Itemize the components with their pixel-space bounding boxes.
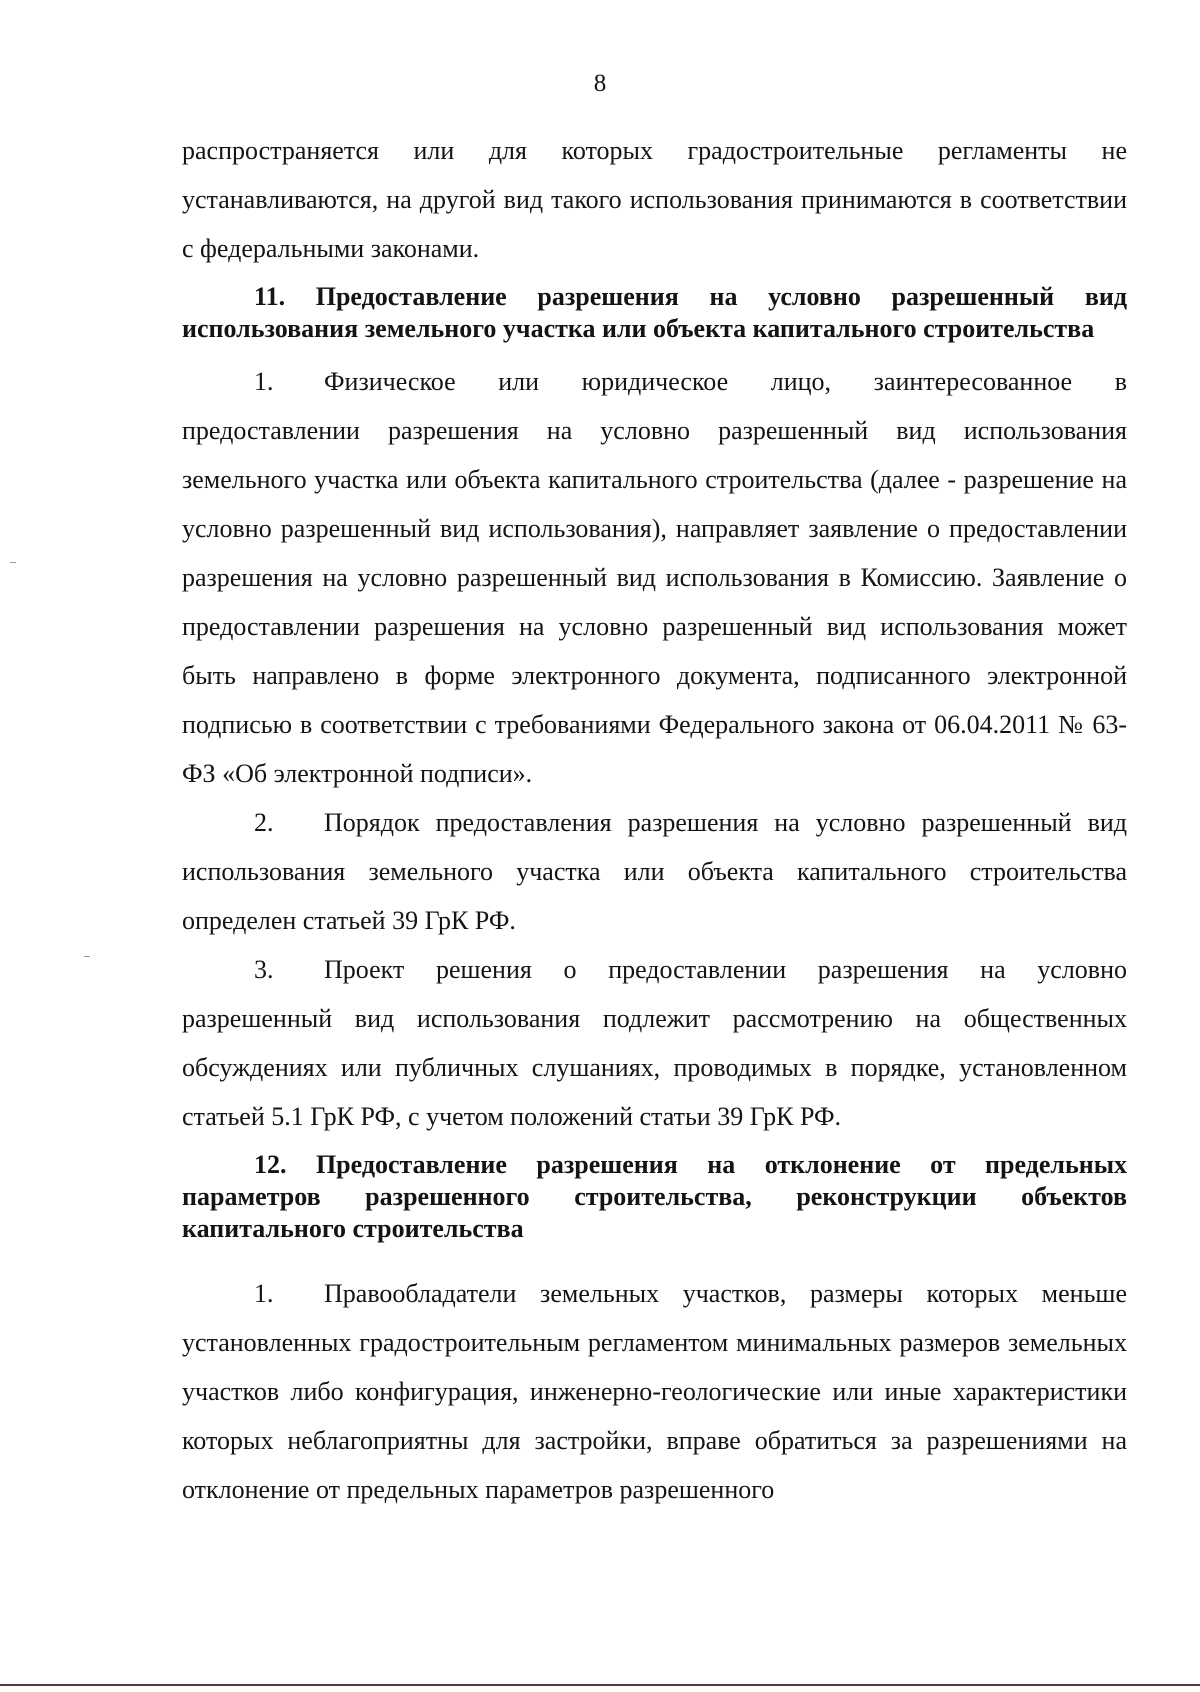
document-body [182,126,1127,1514]
section-11-item-1 [182,357,1127,798]
item-number: 2. [254,808,274,837]
section-11-item-2 [182,798,1127,945]
item-text: Проект решения о предоставлении разрешения на условно разрешенный вид использования подлежит рассмотрению на общественных обсуждениях или публичных слушаниях, проводимых в порядке, установленном статьей 5.1 ГрК РФ, с учетом положений статьи 39 ГрК РФ. [182,955,1127,1131]
section-12-item-1 [182,1269,1127,1514]
item-number: 1. [254,1279,274,1308]
item-number: 1. [254,367,274,396]
scan-mark [84,956,90,957]
scan-mark [10,562,16,563]
item-text: Физическое или юридическое лицо, заинтересованное в предоставлении разрешения на условно разрешенный вид использования земельного участка или объекта капитального строительства (далее - разрешение на условно разрешенный вид использования), направляет заявление о предоставлении разрешения на условно разрешенный вид использования в Комиссию. Заявление о предоставлении разрешения на условно разрешенный вид использования может быть направлено в форме электронного документа, подписанного электронной подписью в соответствии с требованиями Федерального закона от 06.04.2011 № 63-ФЗ «Об электронной подписи». [182,367,1127,788]
page-number: 8 [593,70,607,97]
page-bottom-edge [0,1684,1200,1686]
section-11-item-3 [182,945,1127,1141]
item-text: Порядок предоставления разрешения на условно разрешенный вид использования земельного участка или объекта капитального строительства определен статьей 39 ГрК РФ. [182,808,1127,935]
section-12-heading: 12. Предоставление разрешения на отклонение от предельных параметров разрешенного строительства, реконструкции объектов капитального строительства [182,1150,1127,1243]
intro-paragraph: распространяется или для которых градостроительные регламенты не устанавливаются, на другой вид такого использования принимаются в соответствии с федеральными законами. [182,136,1127,263]
section-11-heading: 11. Предоставление разрешения на условно разрешенный вид использования земельного участка или объекта капитального строительства [182,282,1127,343]
item-number: 3. [254,955,274,984]
item-text: Правообладатели земельных участков, размеры которых меньше установленных градостроительным регламентом минимальных размеров земельных участков либо конфигурация, инженерно-геологические или иные характеристики которых неблагоприятны для застройки, вправе обратиться за разрешениями на отклонение от предельных параметров разрешенного [182,1279,1127,1504]
